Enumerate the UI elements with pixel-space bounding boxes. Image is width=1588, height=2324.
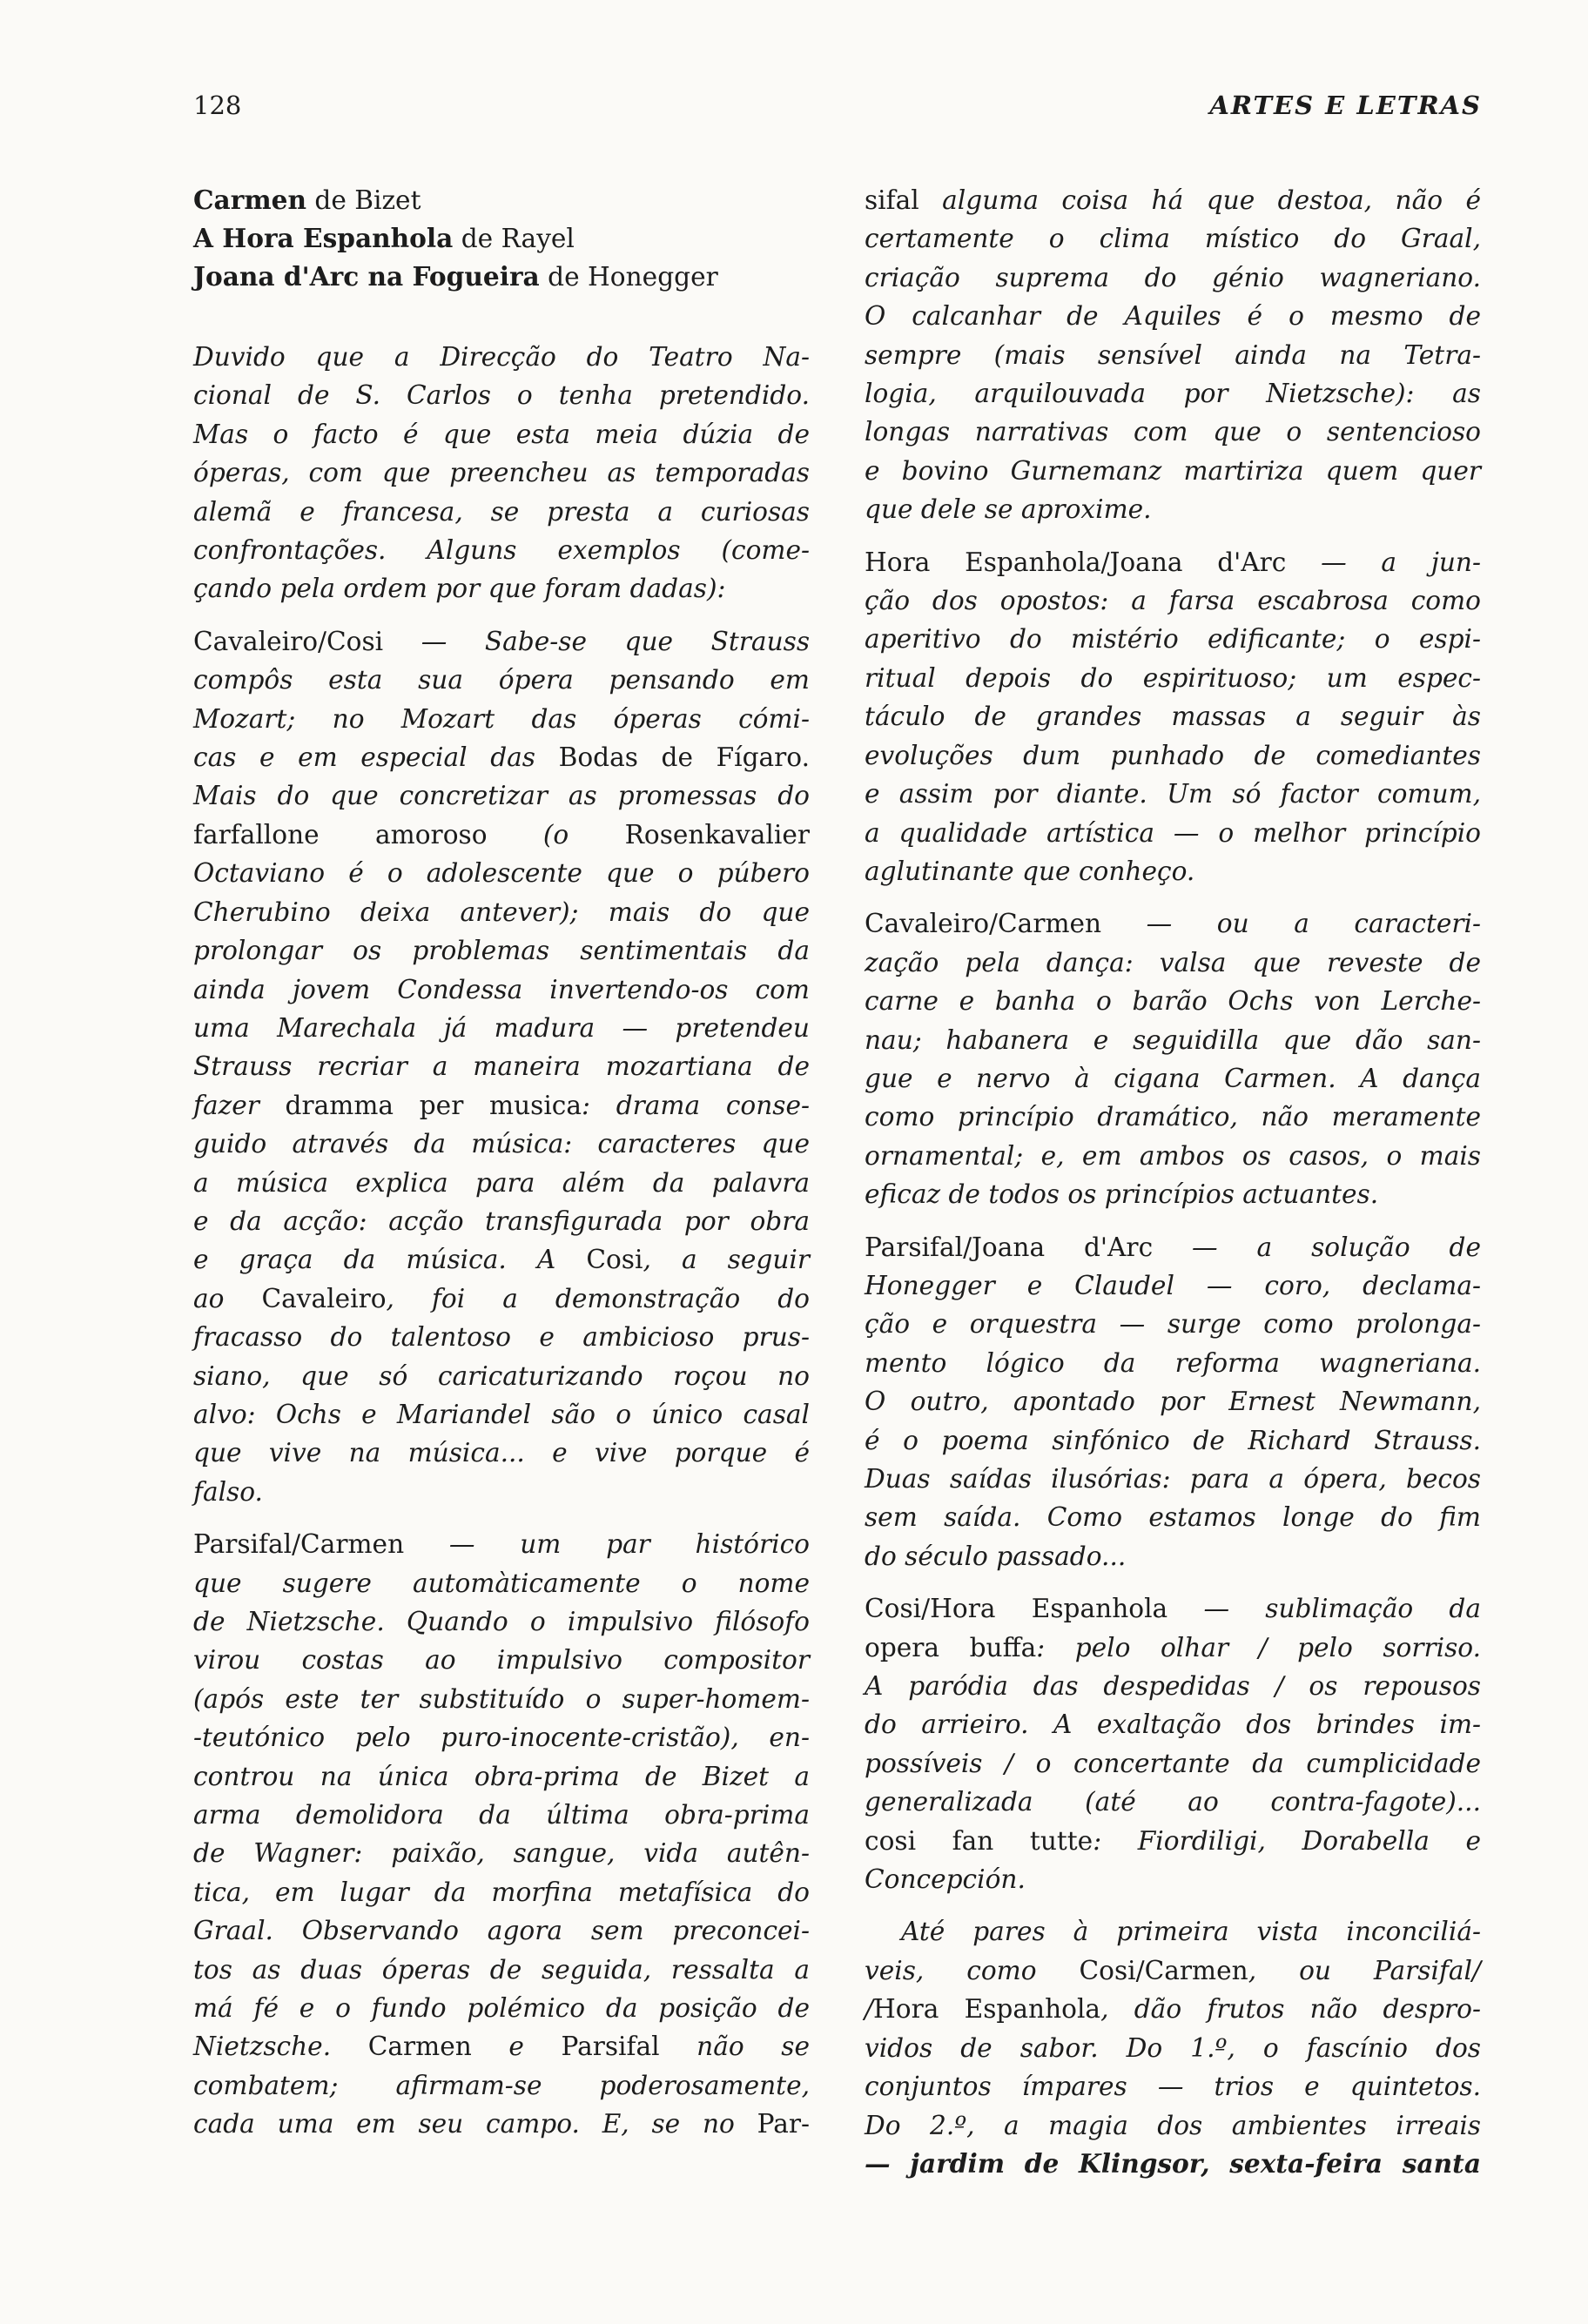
text-line [865,1667,1481,1705]
text-line [193,1525,810,1563]
text-run: controu na única obra-prima de Bizet a [193,1761,810,1791]
heading-carmen [193,181,810,219]
text-run: compôs esta sua ópera pensando em [193,665,810,695]
text-line [193,1873,810,1911]
text-run: conjuntos ímpares — trios e quintetos. [865,2072,1481,2102]
text-line [865,1498,1481,1536]
paragraph-gap [865,890,1481,904]
text-run: veis, como [865,1955,1080,1985]
text-run: ainda jovem Condessa invertendo-os com [193,974,810,1004]
text-run: Mozart; no Mozart das óperas cómi- [193,703,810,734]
heading-joana-darc [193,258,810,296]
text-line [193,1602,810,1641]
text-line [193,738,810,776]
text-line [865,1705,1481,1743]
text-line [193,569,810,608]
text-line [865,1266,1481,1305]
text-line [865,1990,1481,2028]
text-run: / [865,1994,873,2025]
text-line [865,413,1481,451]
text-run: tos as duas óperas de seguida, ressalta a [193,1954,810,1985]
text-run: óperas, com que preencheu as temporadas [193,458,810,488]
text-run: çando pela ordem por que foram dadas): [193,574,726,604]
text-line [193,1680,810,1718]
text-run: eficaz de todos os princípios actuantes. [865,1179,1379,1210]
text-run: Mais do que concretizar as promessas do [193,781,810,811]
text-run: , dão frutos não despro- [1100,1994,1481,2025]
text-line [865,944,1481,982]
text-line [865,736,1481,775]
text-run: combatem; afirmam-se poderosamente, [193,2070,810,2100]
text-run: e bovino Gurnemanz martiriza quem quer [865,455,1481,486]
text-line [193,453,810,492]
text-run: tica, em lugar da morfina metafísica do [193,1877,810,1907]
paragraph-gap [865,1575,1481,1589]
text-line [865,1860,1481,1898]
left-column-text [193,338,810,2144]
text-run: como princípio dramático, não meramente [865,1102,1481,1132]
text-line [193,493,810,531]
text-line [193,661,810,699]
text-run: criação suprema do génio wagneriano. [865,262,1481,292]
text-run: que vive na música... e vive porque é [193,1438,810,1468]
text-run: : Fiordiligi, Dorabella e [1093,1825,1482,1856]
text-line [193,1951,810,1989]
text-line [865,904,1481,943]
text-run: Octaviano é o adolescente que o púbero [193,858,810,889]
text-line [193,338,810,376]
text-run: dramma per musica [285,1090,582,1120]
text-run: Cavaleiro [261,1283,387,1313]
left-column [193,181,810,2144]
text-run: Graal. Observando agora sem preconcei- [193,1916,810,1946]
text-run: aglutinante que conheço. [865,856,1195,886]
text-run: O calcanhar de Aquiles é o mesmo de [865,301,1481,332]
text-line [193,1989,810,2027]
text-run: nau; habanera e seguidilla que dão san- [865,1024,1481,1055]
text-line [193,1434,810,1472]
text-line [865,2067,1481,2106]
heading-composer: de Rayel [453,224,575,253]
text-run: Carmen [367,2032,472,2062]
text-run: Parsifal/Joana d'Arc [865,1232,1154,1262]
text-run: e da acção: acção transfigurada por obra [193,1206,810,1236]
text-line [193,1047,810,1085]
text-line [193,931,810,970]
text-run: — ou a caracteri- [1101,909,1481,939]
text-run: Duas saídas ilusórias: para a ópera, becos [865,1464,1481,1494]
text-run: alvo: Ochs e Mariandel são o único casal [193,1399,810,1429]
text-line [865,1421,1481,1460]
text-line [865,452,1481,490]
text-run: O outro, apontado por Ernest Newmann, [865,1387,1481,1417]
heading-title: Carmen [193,185,306,215]
text-line [865,336,1481,374]
text-run: -teutónico pelo puro-inocente-cristão), en- [193,1723,810,1753]
text-run: (após este ter substituído o super-homem- [193,1683,810,1714]
text-line [193,816,810,854]
text-line [865,1744,1481,1783]
text-line [865,259,1481,297]
text-line [865,697,1481,735]
text-line [193,415,810,453]
text-run: má fé e o fundo polémico da posição de [193,1993,810,2024]
article-headings [193,181,810,296]
text-run: — Sabe-se que Strauss [383,626,810,656]
text-run: não se [659,2032,810,2062]
text-run: , ou Parsifal/ [1248,1955,1481,1985]
text-line [865,1305,1481,1343]
text-run: alemã e francesa, se presta a curiosas [193,496,810,527]
text-run: Strauss recriar a maneira mozartiana de [193,1051,810,1082]
text-run: que sugere automàticamente o nome [193,1568,810,1598]
text-line [193,2105,810,2143]
text-run: do arrieiro. A exaltação dos brindes im- [865,1709,1481,1740]
text-run: Até pares à primeira vista inconciliá- [901,1917,1481,1947]
text-run: gue e nervo à cigana Carmen. A dança [865,1063,1481,1093]
text-run: uma Marechala já madura — pretendeu [193,1012,810,1043]
text-run: Parsifal/Carmen [193,1529,405,1560]
right-column [865,181,1481,2183]
text-run: — sublimação da [1167,1594,1482,1624]
text-line [193,1318,810,1356]
text-line [865,1382,1481,1421]
text-run: A paródia das despedidas / os repousos [865,1671,1481,1702]
text-run: Hora Espanhola [872,1994,1101,2025]
text-run: logia, arquilouvada por Nietzsche): as [865,379,1481,409]
text-line [865,1589,1481,1628]
text-run: é o poema sinfónico de Richard Strauss. [865,1425,1481,1455]
text-line [865,181,1481,219]
text-run: evoluções dum punhado de comediantes [865,740,1481,770]
text-line [193,1240,810,1279]
running-head [193,91,1482,120]
text-line [865,659,1481,697]
text-line [865,1951,1481,1990]
text-line [865,1021,1481,1059]
text-line [865,2106,1481,2145]
text-line [193,893,810,931]
text-line [865,219,1481,258]
paragraph-gap [865,529,1481,543]
text-line [865,297,1481,335]
text-line [193,854,810,892]
text-run: Concepción. [865,1864,1026,1895]
text-run: táculo de grandes massas a seguir às [865,702,1481,732]
text-run: carne e banha o barão Ochs von Lerche- [865,986,1481,1017]
text-run: possíveis / o concertante da cumplicidade [865,1748,1481,1778]
text-line [865,1098,1481,1136]
text-line [193,1718,810,1756]
text-line [193,1280,810,1318]
text-run: ção dos opostos: a farsa escabrosa como [865,586,1481,616]
text-run: longas narrativas com que o sentencioso [865,417,1481,447]
right-column-text [865,181,1481,2183]
text-line [193,700,810,738]
text-run: fazer [193,1090,286,1120]
text-line [865,543,1481,581]
page-number: 128 [193,91,242,120]
text-line [865,1783,1481,1821]
text-line [193,1834,810,1872]
text-line [865,1629,1481,1667]
text-run: de Wagner: paixão, sangue, vida autên- [193,1838,810,1869]
text-run: vidos de sabor. Do 1.º, o fascínio dos [865,2032,1481,2063]
text-run: aperitivo do mistério edificante; o espi- [865,624,1481,655]
heading-title: A Hora Espanhola [193,223,454,253]
text-line [193,531,810,569]
text-line [865,581,1481,620]
text-run: cional de S. Carlos o tenha pretendido. [193,380,810,411]
text-run: ao [193,1283,262,1313]
text-run: generalizada (até ao contra-fagote)... [865,1787,1481,1817]
text-run: Cosi/Carmen [1079,1955,1248,1985]
text-run: Duvido que a Direcção do Teatro Na- [193,342,810,372]
text-run: alguma coisa há que destoa, não é [918,185,1481,215]
text-run: guido através da música: caracteres que [193,1129,810,1159]
text-run: Parsifal [561,2032,660,2062]
text-line [193,1564,810,1602]
text-line [865,1137,1481,1175]
text-run: , foi a demonstração do [386,1283,810,1313]
paragraph-gap [193,608,810,622]
text-line [865,1537,1481,1575]
text-run: : drama conse- [582,1090,810,1120]
text-line [865,620,1481,658]
text-run: : pelo olhar / pelo sorriso. [1036,1632,1481,1662]
text-run: — a solução de [1153,1232,1481,1262]
text-line [865,1059,1481,1098]
heading-composer: de Bizet [306,185,421,215]
text-run: sifal [865,185,919,215]
text-run: Do 2.º, a magia dos ambientes irreais [865,2110,1481,2140]
heading-hora-espanhola [193,219,810,258]
text-run: a qualidade artística — o melhor princípio [865,817,1481,848]
text-run: opera buffa [865,1632,1037,1662]
text-run: e assim por diante. Um só factor comum, [865,779,1481,809]
paragraph-gap [865,1214,1481,1228]
text-run: falso. [193,1476,263,1507]
text-run: — a jun- [1286,547,1481,577]
text-run: Honegger e Claudel — coro, declama- [865,1270,1481,1300]
text-run: ornamental; e, em ambos os casos, o mais [865,1140,1481,1171]
text-line [193,376,810,414]
text-line [865,490,1481,528]
text-run: cada uma em seu campo. E, se no [193,2109,757,2139]
text-line [865,852,1481,890]
text-line [193,1357,810,1395]
text-line [865,775,1481,813]
text-run: Bodas de Fígaro. [558,742,811,773]
text-line [193,1202,810,1240]
heading-composer: de Honegger [539,262,718,292]
text-run: sempre (mais sensível ainda na Tetra- [865,339,1481,370]
text-line [865,982,1481,1020]
paragraph-gap [865,1898,1481,1912]
text-line [193,776,810,815]
text-run: cas e em especial das [193,742,559,773]
text-run: ção e orquestra — surge como prolonga- [865,1309,1481,1340]
text-run: Rosenkavalier [624,819,810,850]
text-line [865,374,1481,413]
text-run: arma demolidora da última obra-prima [193,1800,810,1830]
text-line [193,1641,810,1679]
text-run: mento lógico da reforma wagneriana. [865,1347,1481,1378]
text-run: Mas o facto é que esta meia dúzia de [193,419,810,449]
text-run: Cherubino deixa antever); mais do que [193,897,810,927]
text-run: que dele se aproxime. [865,494,1152,525]
text-run: — jardim de Klingsor, sexta-feira santa [865,2147,1481,2179]
text-line [865,1822,1481,1860]
text-line [865,814,1481,852]
text-line [865,1344,1481,1382]
text-line [865,2145,1481,2183]
text-line [865,1228,1481,1266]
text-line [193,1757,810,1796]
text-run: cosi fan tutte [865,1825,1093,1856]
text-line [865,1912,1481,1951]
text-run: zação pela dança: valsa que reveste de [865,947,1481,977]
text-run: a música explica para além da palavra [193,1167,810,1198]
text-run: (o [487,819,625,850]
text-line [193,1473,810,1511]
text-run: Cosi [586,1245,643,1275]
text-line [193,2066,810,2105]
text-run: e [471,2032,562,2062]
text-run: prolongar os problemas sentimentais da [193,936,810,966]
text-line [193,1009,810,1047]
text-run: virou costas ao impulsivo compositor [193,1645,810,1676]
text-run: fracasso do talentoso e ambicioso prus- [193,1322,810,1353]
text-line [193,2027,810,2065]
text-run: Par- [757,2109,810,2139]
text-line [193,1395,810,1434]
text-line [193,1911,810,1950]
text-line [865,1175,1481,1213]
running-title: ARTES E LETRAS [1209,91,1482,120]
text-line [193,1125,810,1163]
text-run: ritual depois do espirituoso; um espec- [865,662,1481,693]
text-run: do século passado... [865,1541,1127,1571]
text-run: — um par histórico [404,1529,810,1560]
text-line [193,971,810,1009]
text-run: confrontações. Alguns exemplos (come- [193,535,810,566]
text-line [865,1460,1481,1498]
text-run: sem saída. Como estamos longe do fim [865,1502,1481,1533]
text-run: Hora Espanhola/Joana d'Arc [865,547,1287,577]
text-line [193,622,810,661]
text-run: Nietzsche. [193,2032,368,2062]
text-run: certamente o clima místico do Graal, [865,224,1481,254]
text-run: farfallone amoroso [193,819,488,850]
text-line [193,1796,810,1834]
text-line [193,1164,810,1202]
text-line [193,1086,810,1125]
text-run: siano, que só caricaturizando roçou no [193,1360,810,1391]
text-line [865,2029,1481,2067]
paragraph-gap [193,1511,810,1525]
text-run: e graça da música. A [193,1245,587,1275]
text-run: , a seguir [643,1245,810,1275]
text-run: Cavaleiro/Cosi [193,626,384,656]
text-run: Cosi/Hora Espanhola [865,1594,1168,1624]
heading-title: Joana d'Arc na Fogueira [193,261,540,292]
text-run: Cavaleiro/Carmen [865,909,1102,939]
text-run: de Nietzsche. Quando o impulsivo filósofo [193,1607,810,1636]
